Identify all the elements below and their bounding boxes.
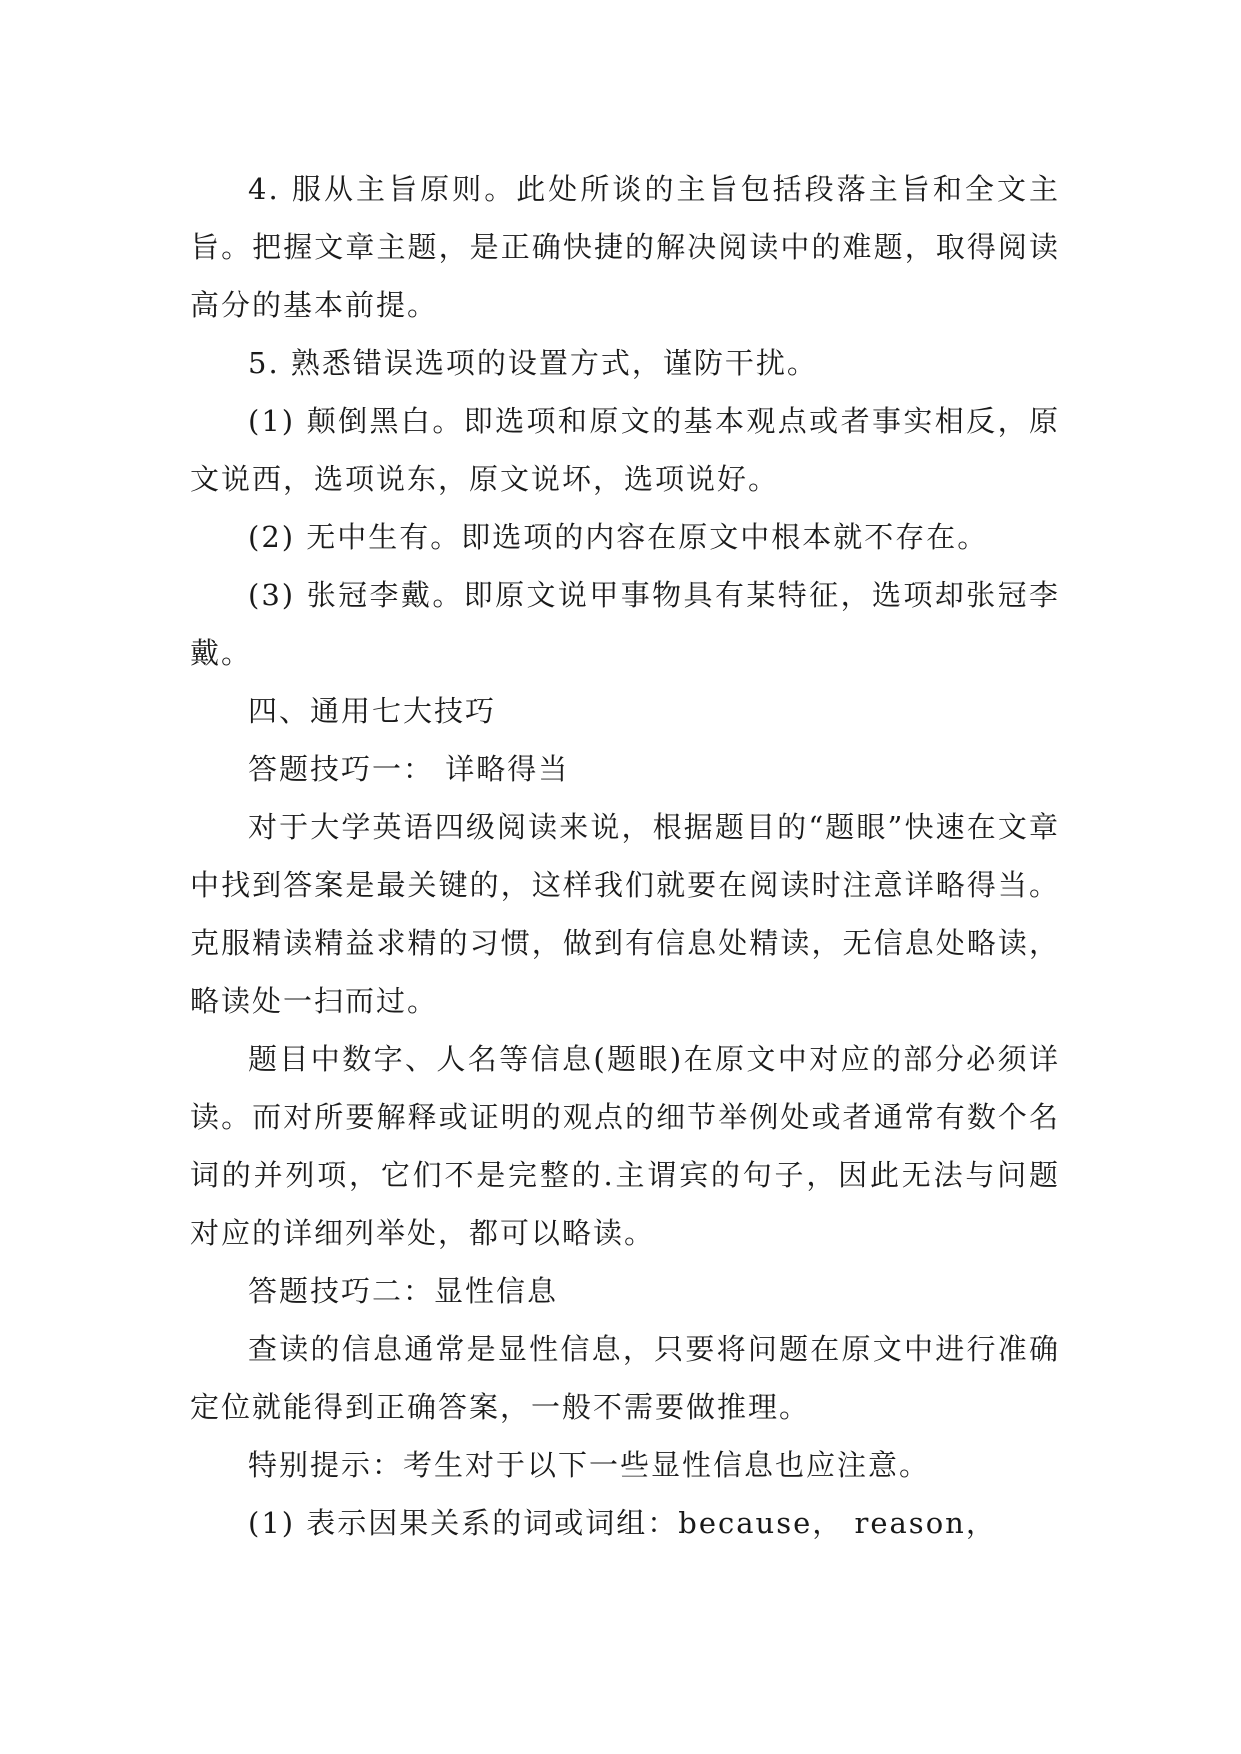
paragraph-item-3: (3) 张冠李戴。即原文说甲事物具有某特征，选项却张冠李戴。 <box>190 578 1060 670</box>
subheading-tip-2: 答题技巧二：显性信息 <box>248 1274 559 1308</box>
paragraph-special-note: 特别提示：考生对于以下一些显性信息也应注意。 <box>248 1448 931 1482</box>
paragraph-causal-words: (1) 表示因果关系的词或词组：because， reason， <box>248 1506 997 1540</box>
paragraph-tip-2-body: 查读的信息通常是显性信息，只要将问题在原文中进行准确定位就能得到正确答案，一般不需要做推理。 <box>190 1332 1060 1424</box>
document-body <box>190 160 1060 1552</box>
section-heading-four: 四、通用七大技巧 <box>248 694 497 728</box>
paragraph-tip-1-body-a: 对于大学英语四级阅读来说，根据题目的“题眼”快速在文章中找到答案是最关键的，这样我们就要在阅读时注意详略得当。克服精读精益求精的习惯，做到有信息处精读，无信息处略读，略读处一扫而过。 <box>190 810 1060 1018</box>
paragraph-item-1: (1) 颠倒黑白。即选项和原文的基本观点或者事实相反，原文说西，选项说东，原文说坏，选项说好。 <box>190 404 1060 496</box>
subheading-tip-1: 答题技巧一： 详略得当 <box>248 752 570 786</box>
paragraph-tip-1-body-b: 题目中数字、人名等信息(题眼)在原文中对应的部分必须详读。而对所要解释或证明的观点的细节举例处或者通常有数个名词的并列项，它们不是完整的.主谓宾的句子，因此无法与问题对应的详细列举处，都可以略读。 <box>190 1042 1060 1250</box>
paragraph-principle-5: 5. 熟悉错误选项的设置方式，谨防干扰。 <box>248 346 818 380</box>
paragraph-item-2: (2) 无中生有。即选项的内容在原文中根本就不存在。 <box>248 520 989 554</box>
paragraph-principle-4: 4. 服从主旨原则。此处所谈的主旨包括段落主旨和全文主旨。把握文章主题，是正确快捷的解决阅读中的难题，取得阅读高分的基本前提。 <box>190 172 1060 322</box>
